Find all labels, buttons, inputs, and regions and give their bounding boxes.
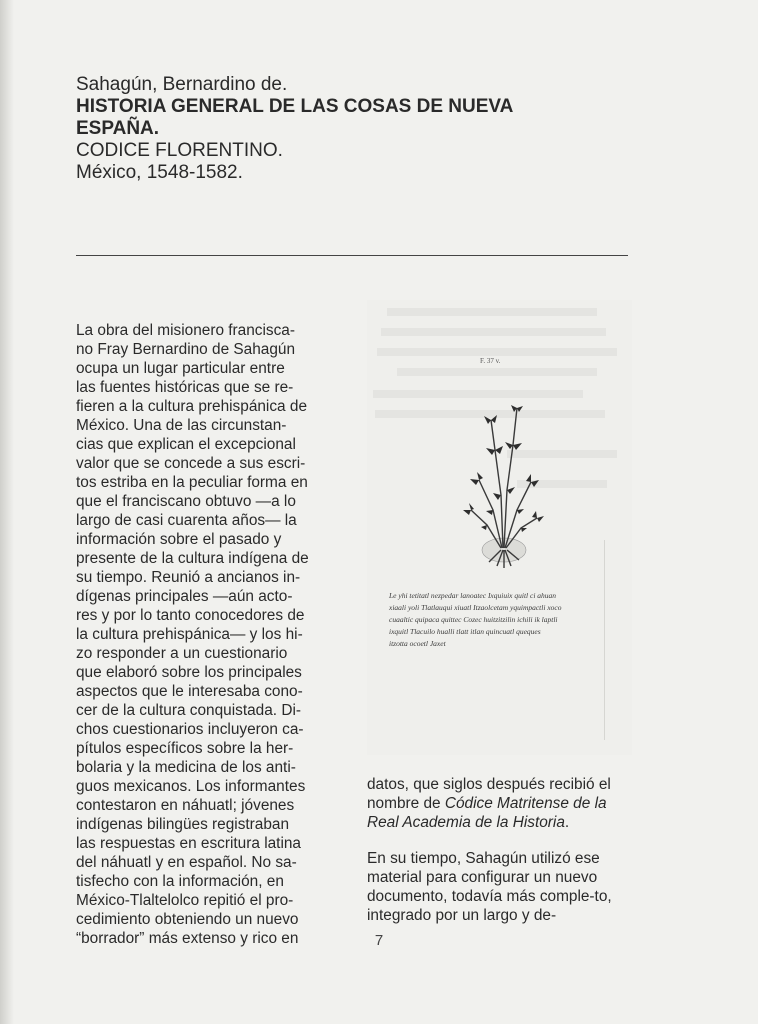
text-line: “borrador” más extenso y rico en <box>76 930 299 947</box>
text-line: La obra del misionero francisca- <box>76 322 295 339</box>
text-line: valor que se concede a sus escri- <box>76 455 306 472</box>
bleed-through-line <box>381 328 606 336</box>
page-gutter-shadow <box>0 0 14 1024</box>
plant-drawing <box>457 400 547 570</box>
text-line: que elaboró sobre los principales <box>76 664 302 681</box>
text-line: zo responder a un cuestionario <box>76 645 288 662</box>
header-divider <box>76 255 628 256</box>
text-line: México. Una de las circunstan- <box>76 417 287 434</box>
text-line: cedimiento obteniendo un nuevo <box>76 911 299 928</box>
bleed-through-line <box>397 368 597 376</box>
right-paragraph-1 <box>367 775 632 832</box>
text-line: no Fray Bernardino de Sahagún <box>76 341 296 358</box>
text-line: presente de la cultura indígena de <box>76 550 309 567</box>
title-line-2: ESPAÑA. <box>76 118 160 139</box>
text-line: México-Tlaltelolco repitió el pro- <box>76 892 294 909</box>
codex-name: Códice Matritense de la Real Academia de la Historia <box>367 795 607 831</box>
author: Sahagún, Bernardino de. <box>76 74 288 95</box>
bibliographic-header <box>76 74 636 184</box>
text-line: tos estriba en la peculiar forma en <box>76 474 308 491</box>
right-p1-end: . <box>564 814 570 831</box>
text-line: contestaron en náhuatl; jóvenes <box>76 797 295 814</box>
text-line: aspectos que le interesaba cono- <box>76 683 303 700</box>
text-line: cer de la cultura conquistada. Di- <box>76 702 301 719</box>
text-line: guos mexicanos. Los informantes <box>76 778 306 795</box>
text-line: del náhuatl y en español. No sa- <box>76 854 297 871</box>
caption-line: itzotta ocoetl Jaxet <box>389 639 446 648</box>
bleed-through-line <box>373 390 583 398</box>
page-number: 7 <box>374 932 384 949</box>
bleed-through-line <box>377 348 617 356</box>
text-line: la cultura prehispánica— y los hi- <box>76 626 303 643</box>
caption-line: Le yhi tetitatl nezpedar lanoatec Ixquiuix quitl ci ahuan <box>389 591 557 600</box>
place-date: México, 1548-1582. <box>76 162 243 183</box>
text-line: largo de casi cuarenta años— la <box>76 512 297 529</box>
text-line: indígenas bilingües registraban <box>76 816 290 833</box>
text-line: dígenas principales —aún acto- <box>76 588 293 605</box>
text-line: res y por lo tanto conocedores de <box>76 607 305 624</box>
caption-line: ixquitl Tlacuilo hualli tlatt itlan quincuatl queques <box>389 627 541 636</box>
text-line: chos cuestionarios incluyeron ca- <box>76 721 304 738</box>
subtitle: CODICE FLORENTINO. <box>76 140 283 161</box>
folio-number: F. 37 v. <box>480 357 501 365</box>
title-line-1: HISTORIA GENERAL DE LAS COSAS DE NUEVA <box>76 96 514 117</box>
text-line: ocupa un lugar particular entre <box>76 360 285 377</box>
bleed-through-line <box>387 308 597 316</box>
text-line: las fuentes históricas que se re- <box>76 379 294 396</box>
text-line: que el franciscano obtuvo —a lo <box>76 493 296 510</box>
text-line: fieren a la cultura prehispánica de <box>76 398 308 415</box>
text-line: información sobre el pasado y <box>76 531 282 548</box>
codex-illustration <box>367 300 632 755</box>
text-line: las respuestas en escritura latina <box>76 835 301 852</box>
text-line: cias que explican el excepcional <box>76 436 296 453</box>
text-line: bolaria y la medicina de los anti- <box>76 759 296 776</box>
caption-line: xiaali yoli Tlatlauqui xiuatl Itzaolcetam yquimpactli xoco <box>389 603 562 612</box>
nahuatl-caption <box>389 590 614 650</box>
text-line: tisfecho con la información, en <box>76 873 284 890</box>
caption-line: cuaaltic quipaca quittec Cozec huitzitzilin ichili ik laptli <box>389 615 558 624</box>
text-line: su tiempo. Reunió a ancianos in- <box>76 569 301 586</box>
right-column-text <box>367 775 632 925</box>
right-p1-lead: datos, que siglos después recibió el nombre de <box>367 776 611 812</box>
right-paragraph-2: En su tiempo, Sahagún utilizó ese material para configurar un nuevo documento, todavía más comple-to, integrado por un largo y de- <box>367 850 612 924</box>
text-line: pítulos específicos sobre la her- <box>76 740 294 757</box>
left-column-text <box>76 321 339 948</box>
